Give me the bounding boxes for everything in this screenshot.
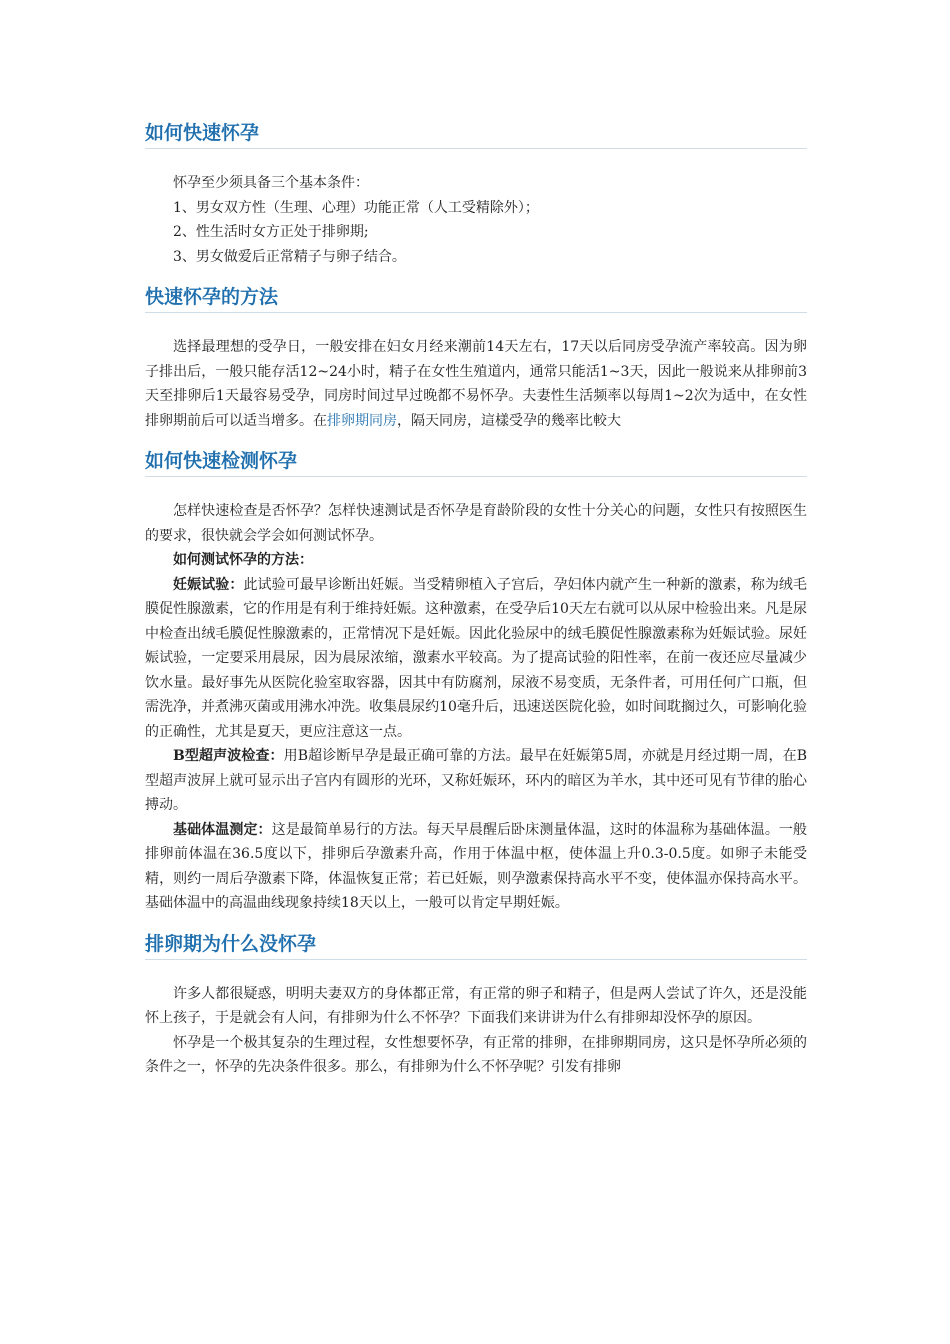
section-fast-conception-methods [145,284,807,433]
section-body [145,171,807,269]
method-text: 此试验可最早诊断出妊娠。当受精卵植入子宫后，孕妇体内就产生一种新的激素，称为绒毛膜促性腺激素，它的作用是有利于维持妊娠。这种激素，在受孕后10天左右就可以从尿中检验出来。凡是尿中检查出绒毛膜促性腺激素的，正常情况下是妊娠。因此化验尿中的绒毛膜促性腺激素称为妊娠试验。尿妊娠试验，一定要采用晨尿，因为晨尿浓缩，激素水平较高。为了提高试验的阳性率，在前一夜还应尽量减少饮水量。最好事先从医院化验室取容器，因其中有防腐剂，尿液不易变质，无条件者，可用任何广口瓶，但需洗净，并煮沸灭菌或用沸水冲洗。收集晨尿约10毫升后，迅速送医院化验，如时间耽搁过久，可影响化验的正确性，尤其是夏天，更应注意这一点。 [145,576,808,740]
section-body [145,982,807,1080]
method-paragraph [145,818,807,916]
ovulation-intercourse-link[interactable]: 排卵期同房 [327,412,397,429]
paragraph [145,335,807,433]
paragraph: 怎样快速检查是否怀孕？怎样快速测试是否怀孕是育龄阶段的女性十分关心的问题，女性只有按照医生的要求，很快就会学会如何测试怀孕。 [145,503,807,544]
paragraph: 许多人都很疑惑，明明夫妻双方的身体都正常，有正常的卵子和精子，但是两人尝试了许久，还是没能怀上孩子，于是就会有人问，有排卵为什么不怀孕？下面我们来讲讲为什么有排卵却没怀孕的原因。 [145,985,807,1026]
paragraph-text: 选择最理想的受孕日，一般安排在妇女月经来潮前14天左右，17天以后同房受孕流产率较高。因为卵子排出后，一般只能存活12~24小时，精子在女性生殖道内，通常只能活1~3天，因此一般说来从排卵前3天至排卵后1天最容易受孕，同房时间过早过晚都不易怀孕。夫妻性生活频率以每周1~2次为适中，在女性排卵期前后可以适当增多。在 [145,339,807,429]
section-body [145,335,807,433]
paragraph-text: ，隔天同房，這樣受孕的幾率比較大 [397,412,621,429]
methods-subheading: 如何测试怀孕的方法： [173,552,313,568]
method-paragraph [145,573,807,745]
section-heading: 快速怀孕的方法 [145,284,807,313]
section-ovulation-no-pregnancy [145,931,807,1080]
method-lead: 基础体温测定： [173,821,272,838]
section-heading: 排卵期为什么没怀孕 [145,931,807,960]
list-line: 2、性生活时女方正处于排卵期; [173,224,369,240]
method-text: 用B超诊断早孕是最正确可靠的方法。最早在妊娠第5周，亦就是月经过期一周，在B型超声波屏上就可显示出子宫内有圆形的光环，又称妊娠环，环内的暗区为羊水，其中还可见有节律的胎心搏动。 [145,748,807,813]
section-pregnancy-testing [145,448,807,916]
section-heading: 如何快速检测怀孕 [145,448,807,477]
list-line: 3、男女做爱后正常精子与卵子结合。 [173,248,406,265]
list-line: 怀孕至少须具备三个基本条件： [173,175,369,191]
method-lead: 妊娠试验： [173,576,244,593]
paragraph: 怀孕是一个极其复杂的生理过程，女性想要怀孕，有正常的排卵，在排卵期同房，这只是怀孕所必须的条件之一，怀孕的先决条件很多。那么，有排卵为什么不怀孕呢？引发有排卵 [145,1034,807,1075]
method-paragraph [145,744,807,818]
document-page [145,120,807,1095]
section-how-to-conceive [145,120,807,269]
section-body [145,499,807,916]
section-heading: 如何快速怀孕 [145,120,807,149]
method-text: 这是最简单易行的方法。每天早晨醒后卧床测量体温，这时的体温称为基础体温。一般排卵前体温在36.5度以下，排卵后孕激素升高，作用于体温中枢，使体温上升0.3-0.5度。如卵子未能受精，则约一周后孕激素下降，体温恢复正常；若已妊娠，则孕激素保持高水平不变，使体温亦保持高水平。基础体温中的高温曲线现象持续18天以上，一般可以肯定早期妊娠。 [145,821,808,911]
method-lead: B型超声波检查： [173,748,284,764]
list-line: 1、男女双方性（生理、心理）功能正常（人工受精除外）； [173,199,539,216]
